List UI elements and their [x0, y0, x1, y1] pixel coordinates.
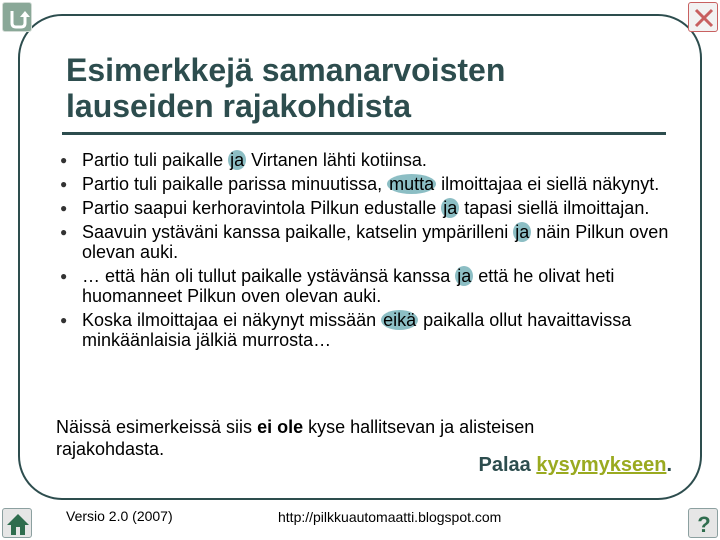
home-icon[interactable] [2, 508, 32, 538]
example-list [56, 150, 676, 354]
undo-arrow-icon[interactable] [2, 2, 32, 32]
list-item: ● Partio tuli paikalle parissa minuutissa, mutta ilmoittajaa ei siellä näkynyt. [60, 174, 660, 194]
title-line-2: lauseiden rajakohdista [66, 88, 412, 124]
close-icon[interactable] [688, 2, 718, 32]
bullet-dot-icon: ● [60, 177, 68, 191]
question-link[interactable]: kysymykseen [536, 454, 667, 476]
conjunction-highlight: ja [230, 150, 245, 170]
blog-url: http://pilkkuautomaatti.blogspot.com [278, 509, 502, 525]
version-label: Versio 2.0 (2007) [66, 508, 173, 524]
list-item: ● Saavuin ystäväni kanssa paikalle, katselin ympärilleni ja näin Pilkun oven olevan auki. [60, 222, 669, 262]
list-item: ● Koska ilmoittajaa ei näkynyt missään eikä paikalla ollut havaittavissa minkäänlaisia jälkiä murrosta… [60, 310, 632, 350]
back-to-question: Palaa kysymykseen. [478, 454, 672, 476]
summary-emphasis: ei ole [257, 417, 304, 437]
bullet-dot-icon: ● [60, 201, 68, 215]
bullet-dot-icon: ● [60, 313, 68, 327]
list-item: ● Partio tuli paikalle ja Virtanen lähti kotiinsa. [60, 150, 427, 170]
conjunction-highlight: mutta [389, 174, 435, 194]
page-title [66, 52, 626, 124]
conjunction-highlight: ja [443, 198, 458, 218]
conjunction-highlight: eikä [383, 310, 417, 330]
conjunction-highlight: ja [457, 266, 472, 286]
list-item: ● … että hän oli tullut paikalle ystävänsä kanssa ja että he olivat heti huomanneet Pilkun oven olevan auki. [60, 266, 615, 306]
title-divider [62, 132, 666, 135]
conjunction-highlight: ja [515, 222, 530, 242]
bullet-dot-icon: ● [60, 153, 68, 167]
bullet-dot-icon: ● [60, 269, 68, 283]
title-line-1: Esimerkkejä samanarvoisten [66, 52, 506, 88]
question-mark-icon[interactable] [688, 508, 718, 538]
list-item: ● Partio saapui kerhoravintola Pilkun edustalle ja tapasi siellä ilmoittajan. [60, 198, 650, 218]
svg-text:?: ? [697, 512, 711, 537]
bullet-dot-icon: ● [60, 225, 68, 239]
summary-text: Näissä esimerkeissä siis ei ole kyse hallitsevan ja alisteisen rajakohdasta. [56, 417, 535, 459]
